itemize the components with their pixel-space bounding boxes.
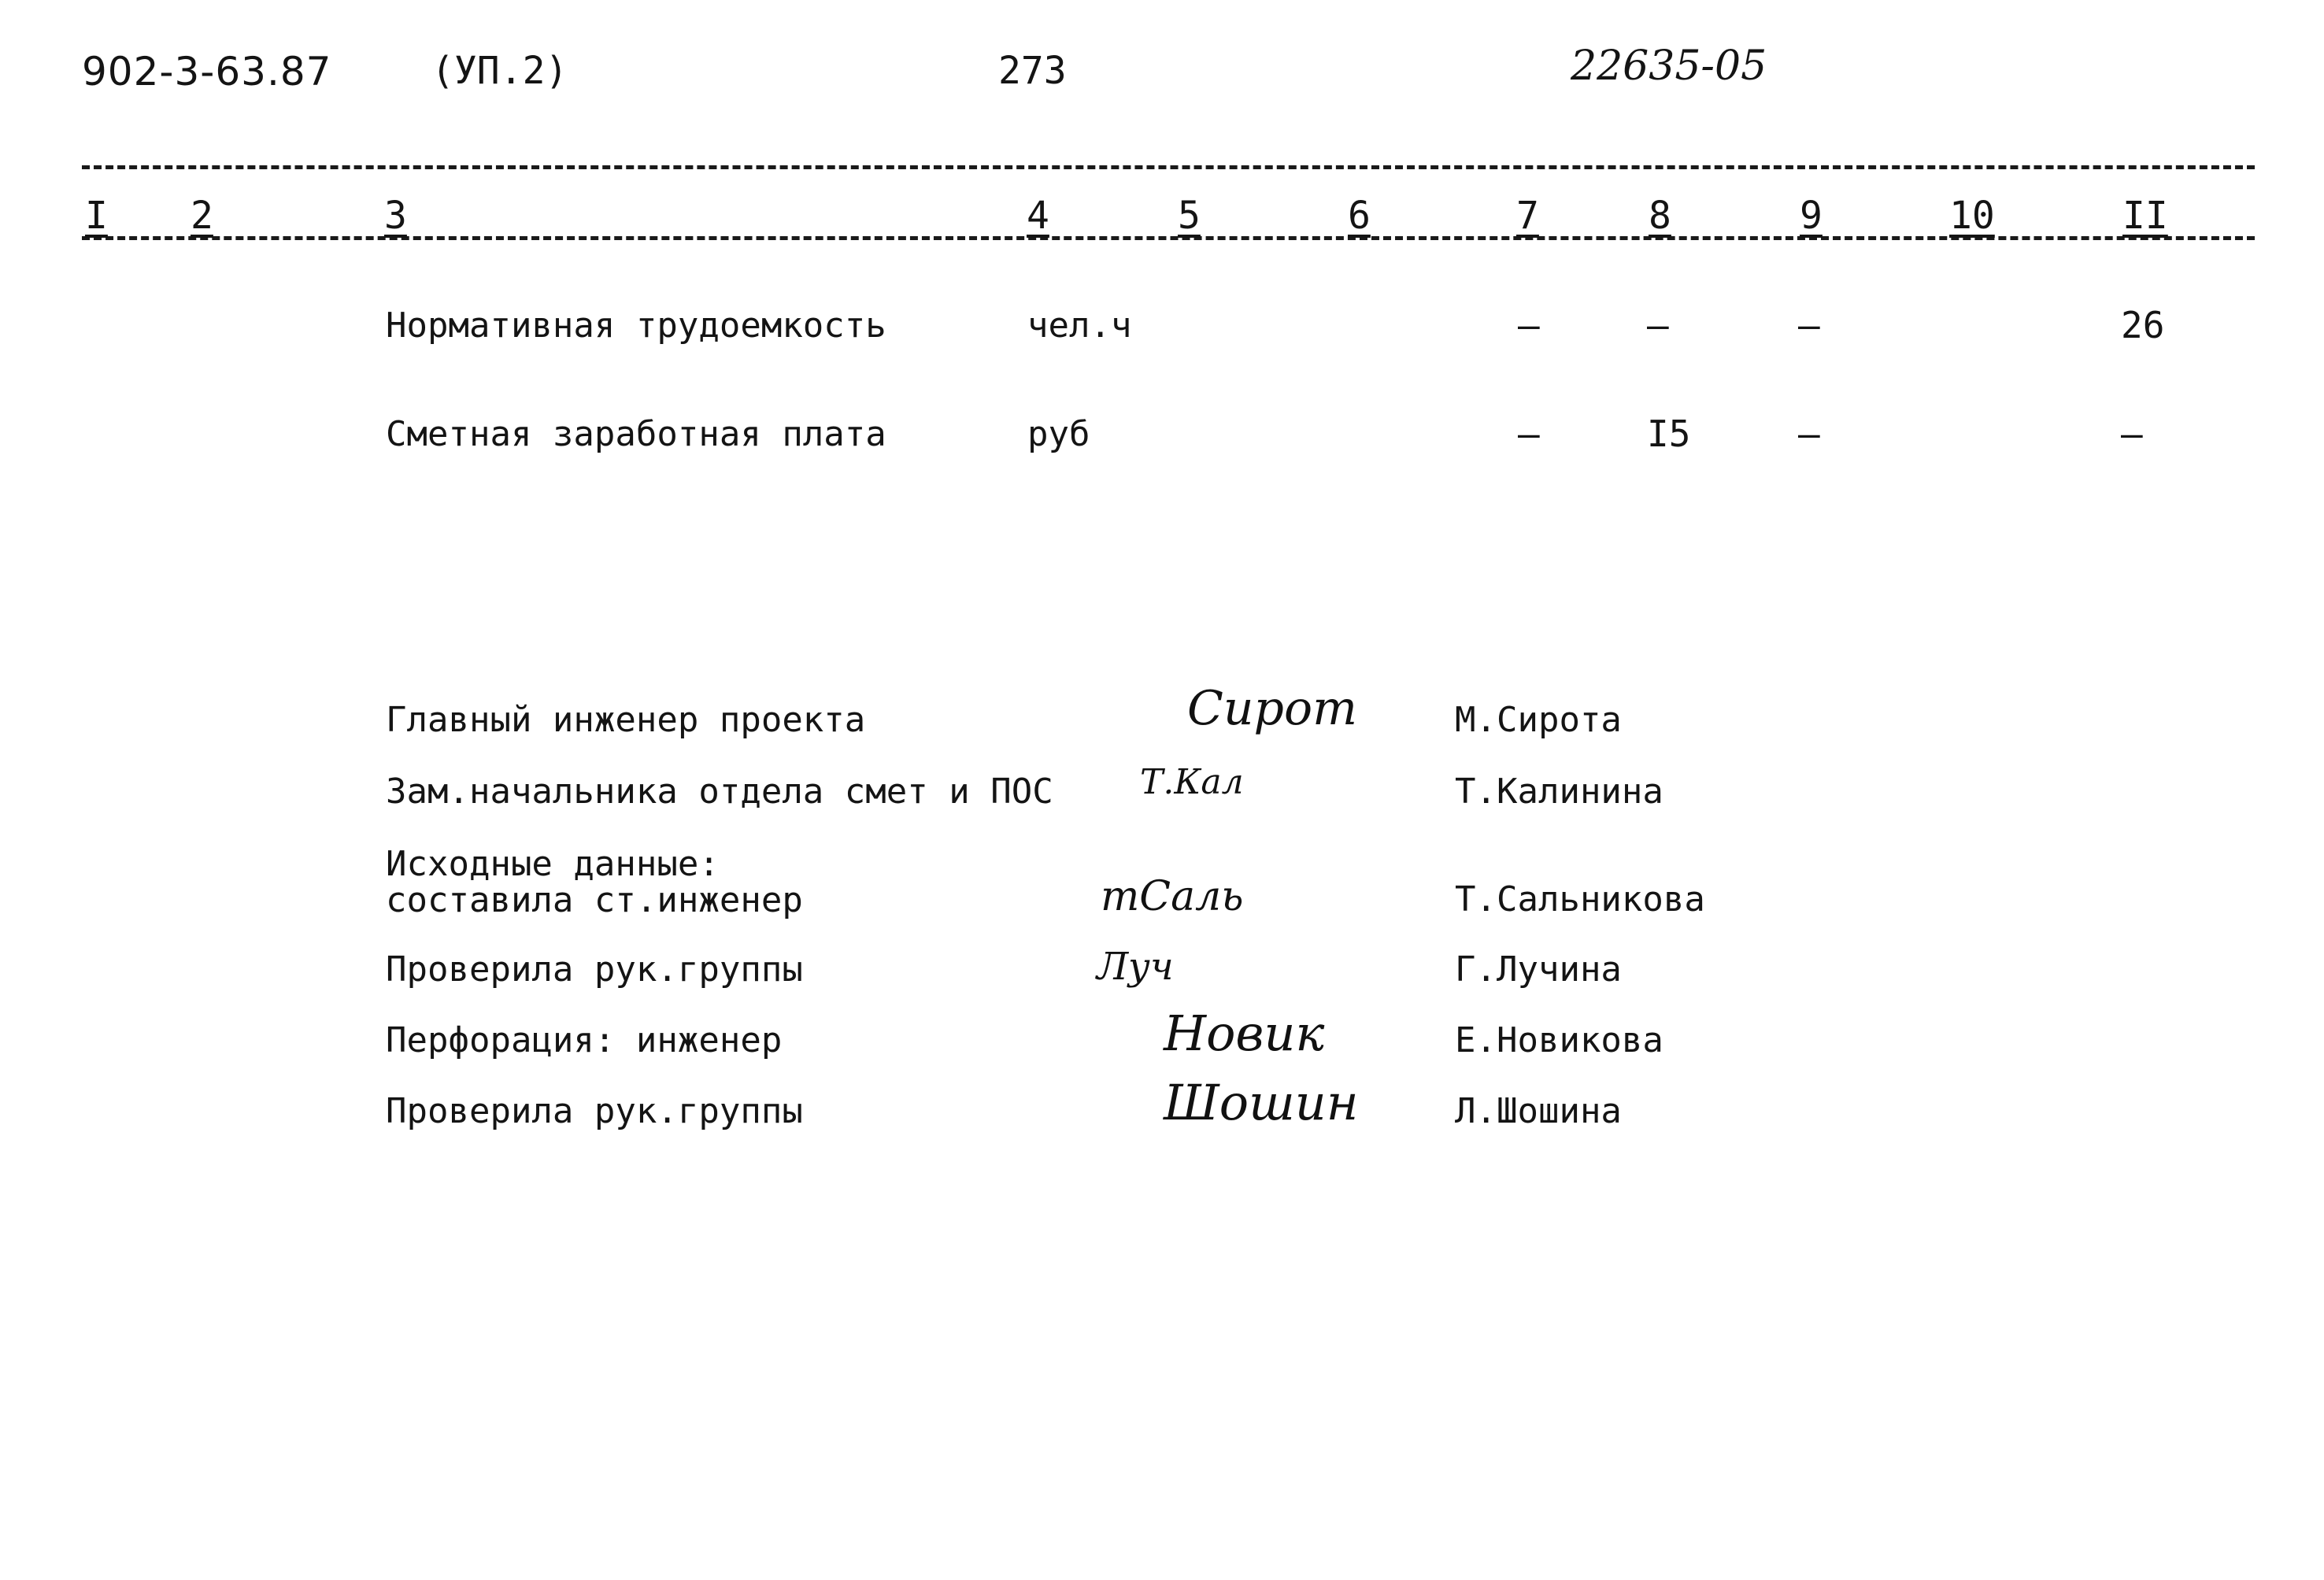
table-cell: – bbox=[1798, 304, 1820, 346]
column-number-rule bbox=[82, 236, 2255, 240]
dashed-separator bbox=[82, 165, 2255, 169]
table-cell: – bbox=[1798, 413, 1820, 455]
svg-text:Новик: Новик bbox=[1164, 1005, 1325, 1062]
column-number: 2 bbox=[191, 194, 213, 238]
row-unit: руб bbox=[1027, 414, 1090, 454]
document-sub-code: (УП.2) bbox=[431, 49, 568, 93]
signatory-name: Г.Лучина bbox=[1455, 949, 1622, 990]
signatory-role bbox=[386, 844, 803, 920]
table-cell: I5 bbox=[1647, 413, 1691, 455]
column-number: II bbox=[2122, 194, 2168, 238]
signatory-role: Перфорация: инженер bbox=[386, 1020, 783, 1060]
table-cell: – bbox=[1518, 413, 1540, 455]
row-label: Нормативная трудоемкость bbox=[386, 305, 886, 346]
column-number: 5 bbox=[1178, 194, 1201, 238]
page-number: 273 bbox=[998, 49, 1067, 93]
column-number: 7 bbox=[1516, 194, 1539, 238]
signatory-name: Л.Шошина bbox=[1455, 1091, 1622, 1131]
column-number: 10 bbox=[1949, 194, 1995, 238]
column-number: 3 bbox=[384, 194, 407, 238]
signatory-name: Е.Новикова bbox=[1455, 1020, 1663, 1060]
signatory-role: Проверила рук.группы bbox=[386, 949, 803, 990]
signatory-role: Главный инженер проекта bbox=[386, 700, 866, 740]
column-number: I bbox=[85, 194, 108, 238]
signature-image bbox=[1157, 1068, 1409, 1138]
signatory-name: М.Сирота bbox=[1455, 700, 1622, 740]
signatory-role: Проверила рук.группы bbox=[386, 1091, 803, 1131]
svg-text:mCaль: mCaль bbox=[1101, 873, 1244, 920]
signatory-name: Т.Сальникова bbox=[1455, 879, 1705, 920]
signatory-name: Т.Калинина bbox=[1455, 771, 1663, 812]
signature-image bbox=[1134, 754, 1323, 809]
document-code: 902-3-63.87 bbox=[82, 49, 332, 94]
column-number: 9 bbox=[1800, 194, 1823, 238]
signatory-role-line: составила ст.инженер bbox=[386, 880, 803, 920]
column-number: 4 bbox=[1027, 194, 1049, 238]
signature-image bbox=[1157, 998, 1409, 1069]
svg-text:Сирот: Сирот bbox=[1187, 681, 1357, 736]
signatory-role-line: Исходные данные: bbox=[386, 844, 720, 884]
row-unit: чел.ч bbox=[1027, 305, 1132, 346]
signatory-role: Зам.начальника отдела смет и ПОС bbox=[386, 771, 1053, 812]
table-cell: – bbox=[1647, 304, 1669, 346]
registration-number: 22635-05 bbox=[1571, 43, 1767, 90]
signature-image bbox=[1181, 677, 1401, 740]
signature-image bbox=[1090, 938, 1264, 1001]
column-number: 6 bbox=[1348, 194, 1371, 238]
svg-text:Луч: Луч bbox=[1097, 945, 1174, 989]
svg-text:Шошин: Шошин bbox=[1164, 1074, 1359, 1131]
signature-image bbox=[1094, 866, 1330, 929]
column-number: 8 bbox=[1649, 194, 1671, 238]
row-label: Сметная заработная плата bbox=[386, 414, 886, 454]
table-cell: 26 bbox=[2121, 304, 2165, 346]
svg-text:Т.Кал: Т.Кал bbox=[1140, 762, 1244, 802]
table-cell: – bbox=[2121, 413, 2143, 455]
table-cell: – bbox=[1518, 304, 1540, 346]
